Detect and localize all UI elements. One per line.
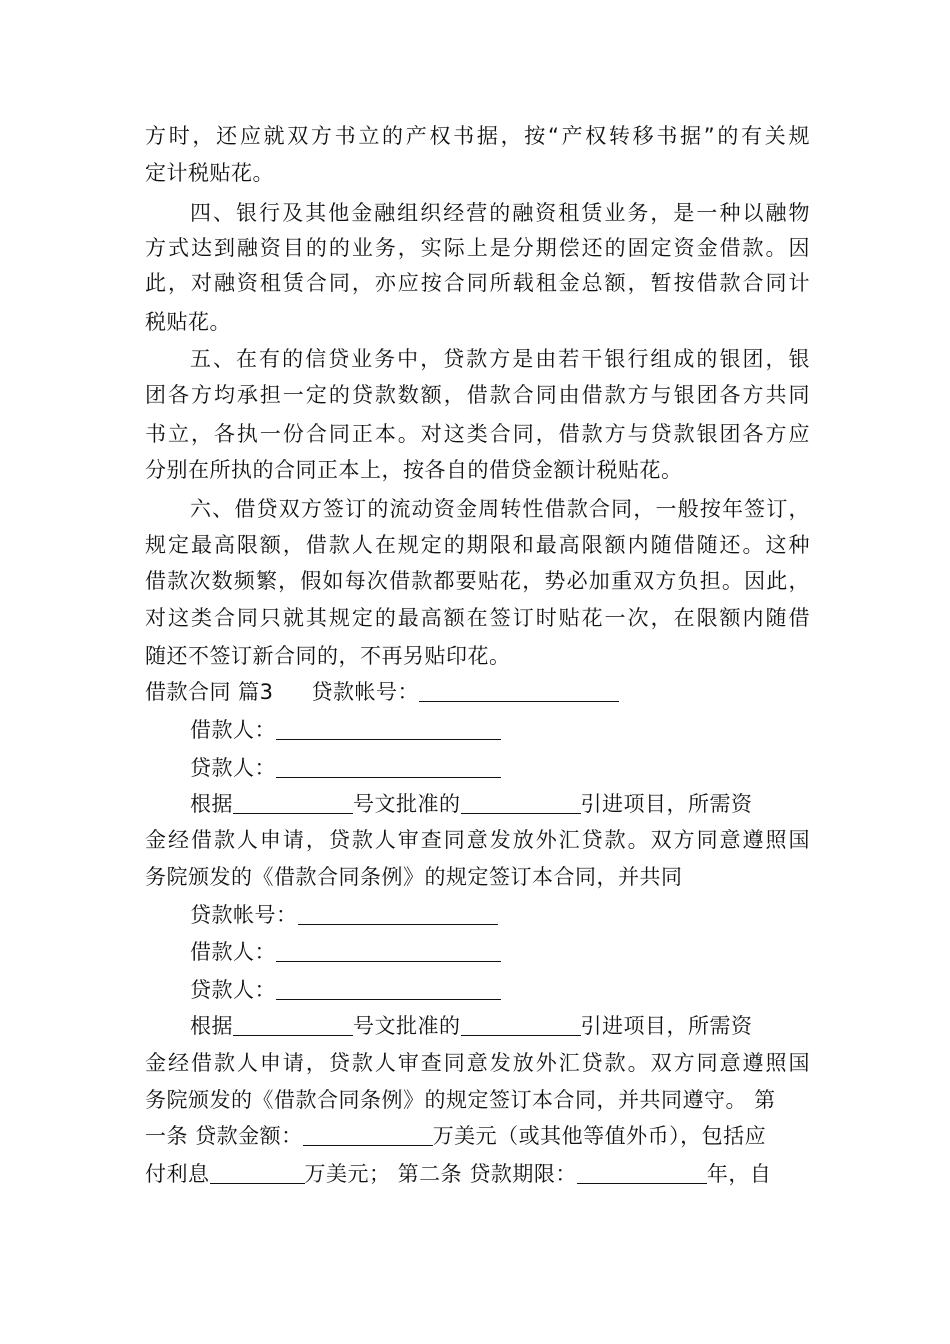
form-line <box>190 975 810 1005</box>
text-line: 六、借贷双方签订的流动资金周转性借款合同，一般按年签订， <box>190 497 810 521</box>
account-blank <box>298 902 498 925</box>
text-line: 务院颁发的《借款合同条例》的规定签订本合同，并共同遵守。 第 <box>145 1088 776 1112</box>
section-heading-line <box>145 677 810 707</box>
basis-mid: 号文批准的 <box>353 792 461 816</box>
doc-number-blank <box>233 791 353 814</box>
borrower-blank <box>276 717 501 740</box>
form-line <box>190 1011 810 1041</box>
text-line: 务院颁发的《借款合同条例》的规定签订本合同，并共同 <box>145 865 683 889</box>
text-line: 方时，还应就双方书立的产权书据，按“产权转移书据”的有关规 <box>145 124 810 148</box>
account-blank <box>419 679 619 702</box>
form-line <box>190 900 810 930</box>
lender-label: 贷款人： <box>190 978 276 1002</box>
account-label: 贷款帐号： <box>311 680 420 704</box>
amount-blank <box>303 1123 433 1146</box>
text-line: 方式达到融资目的的业务，实际上是分期偿还的固定资金借款。因 <box>145 236 810 260</box>
text-line: 规定最高限额，借款人在规定的期限和最高限额内随借随还。这种 <box>145 533 810 557</box>
text-line: 分别在所执的合同正本上，按各自的借贷金额计税贴花。 <box>145 458 683 482</box>
borrower-blank <box>276 939 501 962</box>
account-label: 贷款帐号： <box>190 903 298 927</box>
text-line: 此，对融资租赁合同，亦应按合同所载租金总额，暂按借款合同计 <box>145 271 810 295</box>
interest-blank <box>210 1161 305 1184</box>
basis-suffix: 引进项目，所需资 <box>580 1014 753 1038</box>
text-line: 借款次数频繁，假如每次借款都要贴花，势必加重双方负担。因此， <box>145 569 810 593</box>
text-line: 定计税贴花。 <box>145 161 274 185</box>
article2-suffix: 年，自 <box>706 1162 772 1186</box>
form-line <box>190 937 810 967</box>
text-line: 五、在有的信贷业务中，贷款方是由若干银行组成的银团，银 <box>190 347 810 371</box>
form-line <box>190 789 810 819</box>
form-line <box>145 1121 810 1151</box>
text-line: 四、银行及其他金融组织经营的融资租赁业务，是一种以融物 <box>190 201 810 225</box>
text-line: 金经借款人申请，贷款人审查同意发放外汇贷款。双方同意遵照国 <box>145 1051 810 1075</box>
article2-prefix: 万美元； 第二条 贷款期限： <box>304 1162 577 1186</box>
form-line <box>145 1159 810 1189</box>
text-line: 税贴花。 <box>145 310 231 334</box>
lender-label: 贷款人： <box>190 756 276 780</box>
text-line: 随还不签订新合同的，不再另贴印花。 <box>145 644 511 668</box>
form-line <box>190 753 810 783</box>
text-line: 对这类合同只就其规定的最高额在签订时贴花一次，在限额内随借 <box>145 606 810 630</box>
years-blank <box>577 1161 707 1184</box>
basis-suffix: 引进项目，所需资 <box>580 792 753 816</box>
text-line: 金经借款人申请，贷款人审查同意发放外汇贷款。双方同意遵照国 <box>145 828 810 852</box>
form-line <box>190 715 810 745</box>
basis-prefix: 根据 <box>190 792 233 816</box>
basis-prefix: 根据 <box>190 1014 233 1038</box>
article1-prefix: 一条 贷款金额： <box>145 1124 303 1148</box>
doc-number-blank <box>233 1013 353 1036</box>
text-line: 书立，各执一份合同正本。对这类合同，借款方与贷款银团各方应 <box>145 422 810 446</box>
project-blank <box>461 1013 581 1036</box>
section-heading: 借款合同 篇3 <box>145 680 274 704</box>
basis-mid: 号文批准的 <box>353 1014 461 1038</box>
interest-prefix: 付利息 <box>145 1162 210 1186</box>
lender-blank <box>276 977 501 1000</box>
borrower-label: 借款人： <box>190 718 276 742</box>
borrower-label: 借款人： <box>190 940 276 964</box>
article1-mid: 万美元（或其他等值外币），包括应 <box>432 1124 767 1148</box>
text-line: 团各方均承担一定的贷款数额，借款合同由借款方与银团各方共同 <box>145 383 810 407</box>
project-blank <box>461 791 581 814</box>
lender-blank <box>276 755 501 778</box>
